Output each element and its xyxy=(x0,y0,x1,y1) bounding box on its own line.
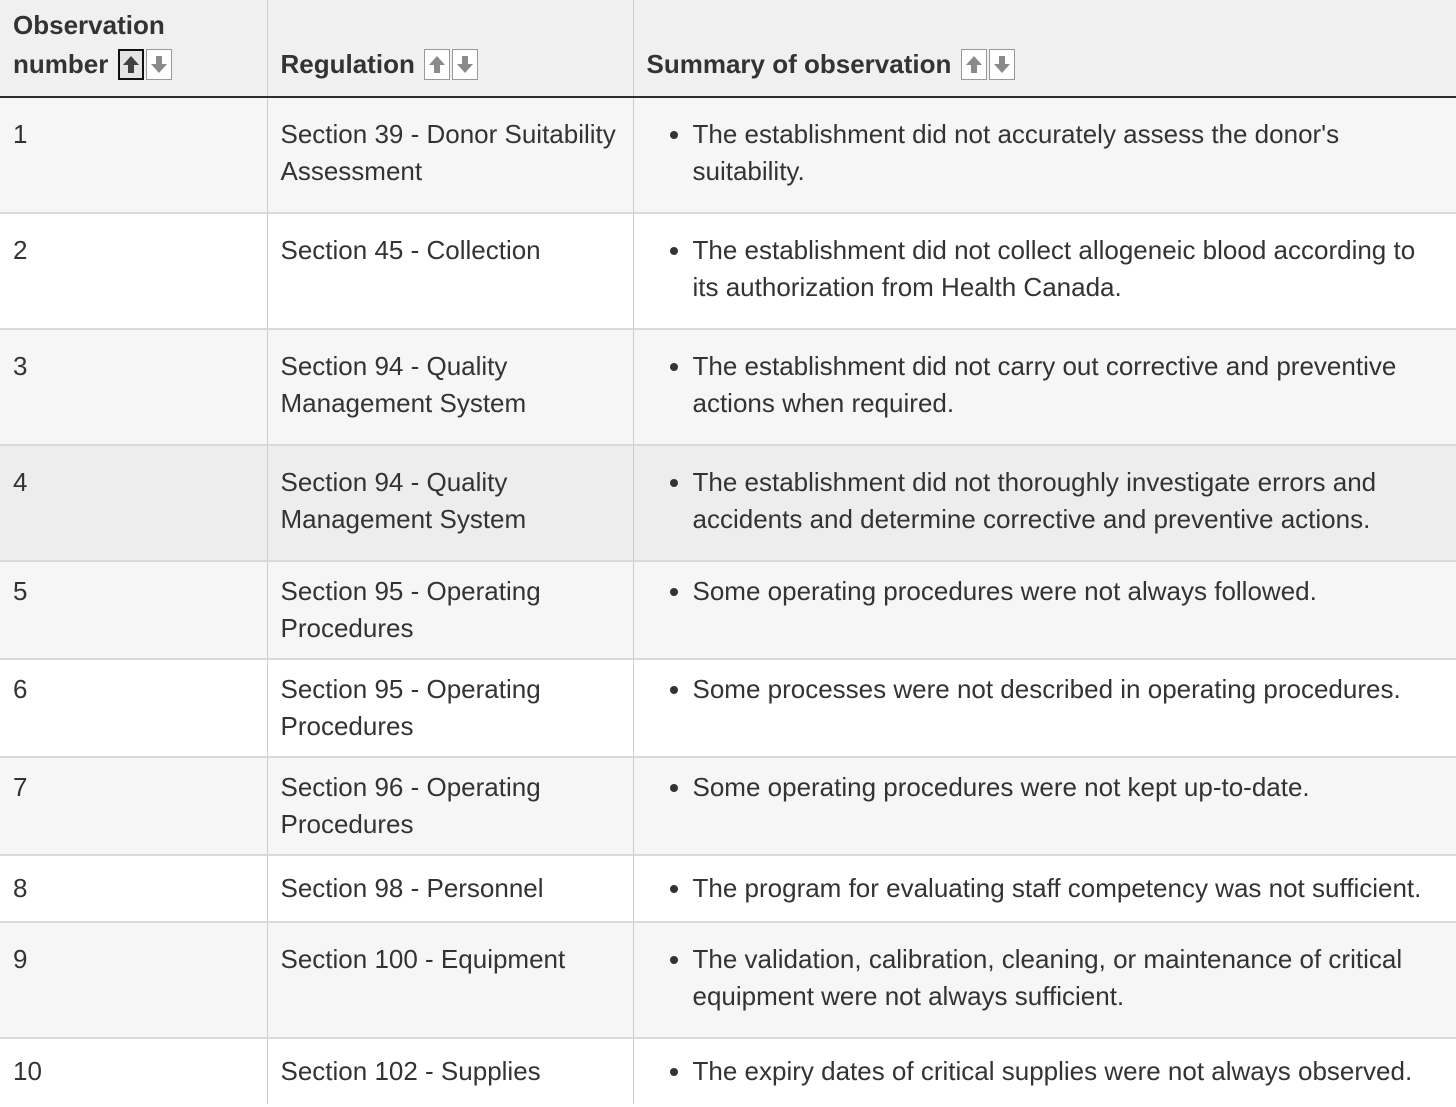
summary-item: • The establishment did not collect allogeneic blood according to its authorization from Health Canada. xyxy=(693,232,1433,306)
observation-number-cell xyxy=(0,659,267,757)
summary-item: • Some operating procedures were not kept up-to-date. xyxy=(693,769,1433,806)
summary-item: • Some operating procedures were not always followed. xyxy=(693,573,1433,610)
observation-number-cell xyxy=(0,445,267,561)
summary-cell xyxy=(633,922,1456,1038)
table-row xyxy=(0,855,1456,922)
regulation-cell xyxy=(267,445,633,561)
regulation-text: Section 102 - Supplies xyxy=(280,1056,541,1086)
regulation-text: Section 39 - Donor Suitability Assessment xyxy=(280,119,616,186)
summary-cell xyxy=(633,561,1456,659)
table-row xyxy=(0,659,1456,757)
sort-controls xyxy=(422,49,478,79)
summary-list xyxy=(647,941,1433,1015)
summary-cell xyxy=(633,855,1456,922)
table-row xyxy=(0,757,1456,855)
table-row xyxy=(0,329,1456,445)
summary-list xyxy=(647,573,1433,610)
summary-list xyxy=(647,671,1433,708)
column-header-label: Summary of observation xyxy=(646,49,952,79)
regulation-text: Section 95 - Operating Procedures xyxy=(280,674,541,741)
summary-item: • The validation, calibration, cleaning, or maintenance of critical equipment were not always sufficient. xyxy=(693,941,1433,1015)
summary-cell xyxy=(633,445,1456,561)
column-header-label: Observation number xyxy=(13,10,165,79)
regulation-cell xyxy=(267,213,633,329)
regulation-cell xyxy=(267,757,633,855)
column-header-regulation xyxy=(267,0,633,97)
summary-cell xyxy=(633,97,1456,213)
regulation-text: Section 94 - Quality Management System xyxy=(280,467,527,534)
arrow-down-icon xyxy=(151,56,167,73)
regulation-cell xyxy=(267,329,633,445)
summary-cell xyxy=(633,659,1456,757)
summary-item: • The establishment did not thoroughly investigate errors and accidents and determine corrective and preventive actions. xyxy=(693,464,1433,538)
observation-number: 5 xyxy=(13,576,28,606)
table-row xyxy=(0,445,1456,561)
table-body xyxy=(0,97,1456,1104)
observation-number: 3 xyxy=(13,351,28,381)
observation-number-cell xyxy=(0,1038,267,1104)
observation-number-cell xyxy=(0,213,267,329)
regulation-text: Section 94 - Quality Management System xyxy=(280,351,527,418)
regulation-text: Section 98 - Personnel xyxy=(280,873,544,903)
table-row xyxy=(0,213,1456,329)
table-row xyxy=(0,1038,1456,1104)
regulation-cell xyxy=(267,97,633,213)
observation-number: 7 xyxy=(13,772,28,802)
observation-number-cell xyxy=(0,97,267,213)
observation-number: 10 xyxy=(13,1056,42,1086)
summary-list xyxy=(647,870,1433,907)
header-row xyxy=(0,0,1456,97)
arrow-up-icon xyxy=(966,56,982,73)
regulation-text: Section 45 - Collection xyxy=(280,235,541,265)
observation-number-cell xyxy=(0,757,267,855)
observation-number-cell xyxy=(0,329,267,445)
observation-number-cell xyxy=(0,561,267,659)
sort-controls xyxy=(959,49,1015,79)
observation-number-cell xyxy=(0,855,267,922)
summary-list xyxy=(647,1053,1433,1090)
summary-list xyxy=(647,769,1433,806)
observation-number: 1 xyxy=(13,119,28,149)
table-row xyxy=(0,97,1456,213)
arrow-up-icon xyxy=(123,56,139,73)
observation-number: 4 xyxy=(13,467,28,497)
observation-number: 2 xyxy=(13,235,28,265)
summary-item: • The establishment did not carry out corrective and preventive actions when required. xyxy=(693,348,1433,422)
summary-cell xyxy=(633,213,1456,329)
table-row xyxy=(0,561,1456,659)
table-row xyxy=(0,922,1456,1038)
summary-cell xyxy=(633,757,1456,855)
summary-list xyxy=(647,116,1433,190)
observation-number: 6 xyxy=(13,674,28,704)
sort-controls xyxy=(116,49,172,79)
observation-number-cell xyxy=(0,922,267,1038)
summary-item: • The expiry dates of critical supplies were not always observed. xyxy=(693,1053,1433,1090)
column-header-label: Regulation xyxy=(280,49,415,79)
sort-ascending-button[interactable] xyxy=(118,49,144,80)
regulation-cell xyxy=(267,1038,633,1104)
summary-item: • The establishment did not accurately assess the donor's suitability. xyxy=(693,116,1433,190)
summary-item: • The program for evaluating staff competency was not sufficient. xyxy=(693,870,1433,907)
observation-number: 9 xyxy=(13,944,28,974)
sort-ascending-button[interactable] xyxy=(961,49,987,80)
column-header-summary-of-observation xyxy=(633,0,1456,97)
sort-ascending-button[interactable] xyxy=(424,49,450,80)
regulation-text: Section 95 - Operating Procedures xyxy=(280,576,541,643)
sort-descending-button[interactable] xyxy=(989,49,1015,80)
arrow-down-icon xyxy=(994,56,1010,73)
summary-list xyxy=(647,464,1433,538)
sort-descending-button[interactable] xyxy=(146,49,172,80)
summary-cell xyxy=(633,1038,1456,1104)
summary-list xyxy=(647,232,1433,306)
regulation-text: Section 100 - Equipment xyxy=(280,944,566,974)
arrow-down-icon xyxy=(457,56,473,73)
sort-descending-button[interactable] xyxy=(452,49,478,80)
summary-list xyxy=(647,348,1433,422)
regulation-cell xyxy=(267,855,633,922)
arrow-up-icon xyxy=(429,56,445,73)
summary-cell xyxy=(633,329,1456,445)
observation-number: 8 xyxy=(13,873,28,903)
regulation-text: Section 96 - Operating Procedures xyxy=(280,772,541,839)
column-header-observation-number xyxy=(0,0,267,97)
regulation-cell xyxy=(267,561,633,659)
summary-item: • Some processes were not described in operating procedures. xyxy=(693,671,1433,708)
regulation-cell xyxy=(267,659,633,757)
regulation-cell xyxy=(267,922,633,1038)
